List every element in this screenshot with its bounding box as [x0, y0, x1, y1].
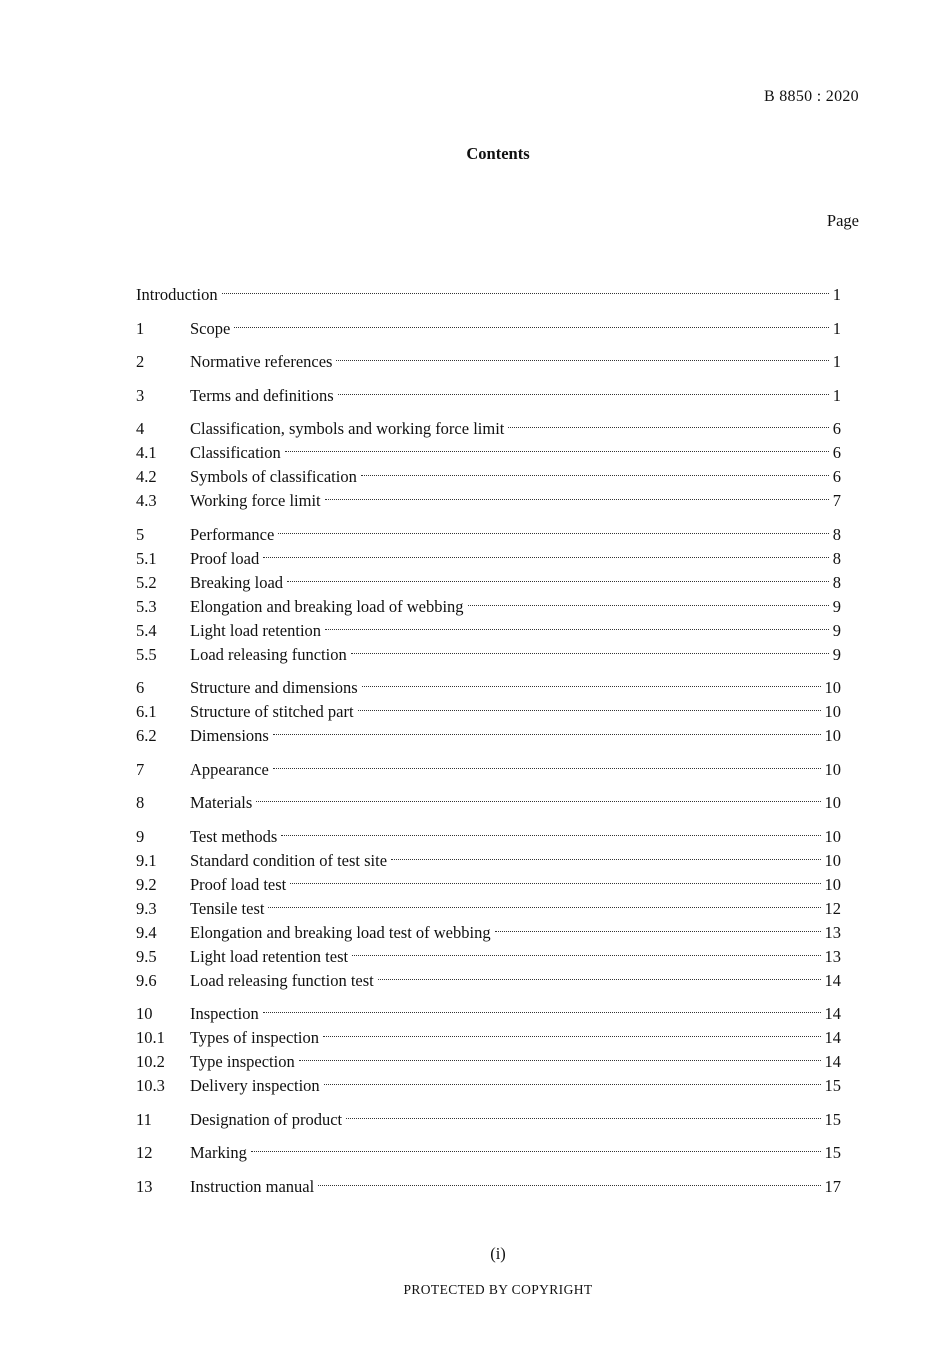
- toc-entry-page: 9: [832, 596, 841, 616]
- toc-entry-number: 3: [136, 385, 145, 405]
- toc-dot-leader: [287, 564, 831, 588]
- toc-entry-number: 11: [136, 1109, 152, 1129]
- toc-entry-number: 8: [136, 793, 145, 812]
- toc-entry[interactable]: [136, 1134, 841, 1162]
- toc-dot-leader: [222, 276, 831, 300]
- toc-dot-leader: [234, 310, 830, 334]
- toc-dot-leader: [325, 482, 831, 506]
- toc-entry-number: 4.2: [136, 467, 157, 486]
- toc-entry[interactable]: [136, 276, 841, 304]
- toc-entry[interactable]: [136, 410, 841, 438]
- toc-entry-page: 6: [832, 419, 841, 438]
- toc-entry[interactable]: [136, 516, 841, 544]
- toc-entry-number: 12: [136, 1143, 153, 1162]
- toc-entry[interactable]: [136, 669, 841, 697]
- toc-entry[interactable]: [136, 1168, 841, 1196]
- toc-entry-title: Delivery inspection: [190, 1076, 320, 1095]
- toc-dot-leader: [324, 1067, 823, 1091]
- toc-entry-title: Terms and definitions: [190, 385, 334, 405]
- toc-entry-title: Elongation and breaking load test of webbing: [190, 922, 491, 942]
- toc-entry-page: 15: [824, 1143, 841, 1162]
- toc-dot-leader: [468, 588, 831, 612]
- toc-entry-page: 1: [832, 285, 841, 304]
- toc-entry-title: Designation of product: [190, 1109, 343, 1129]
- toc-entry-title: Classification, symbols and working force limit: [190, 419, 505, 438]
- toc-entry-number: 10: [136, 1004, 153, 1023]
- toc-entry-number: 4: [136, 419, 145, 438]
- toc-entry-title: Test methods: [190, 826, 278, 846]
- toc-dot-leader: [378, 962, 823, 986]
- toc-entry-page: 8: [832, 572, 841, 592]
- toc-entry-title: Dimensions: [190, 726, 269, 745]
- toc-entry-page: 10: [824, 759, 841, 779]
- copyright-notice: PROTECTED BY COPYRIGHT: [403, 1282, 593, 1297]
- toc-dot-leader: [338, 377, 831, 401]
- toc-entry-number: 9: [136, 826, 145, 846]
- toc-entry-title: Proof load test: [190, 874, 287, 894]
- page-column-label: Page: [826, 211, 859, 230]
- toc-entry[interactable]: [136, 1101, 841, 1129]
- toc-entry-number: 13: [136, 1176, 153, 1196]
- toc-dot-leader: [273, 717, 823, 741]
- toc-entry-number: 5.5: [136, 644, 157, 664]
- toc-entry-title: Load releasing function test: [190, 970, 374, 990]
- toc-entry-page: 14: [824, 1052, 841, 1071]
- toc-dot-leader: [290, 866, 822, 890]
- toc-entry-page: 13: [824, 922, 841, 942]
- toc-dot-leader: [391, 842, 822, 866]
- toc-entry-number: 10.1: [136, 1028, 165, 1047]
- toc-entry-number: 5.1: [136, 548, 157, 568]
- toc-entry-title: Scope: [190, 318, 231, 338]
- toc-entry-title: Structure and dimensions: [190, 678, 358, 697]
- toc-entry-number: 10.2: [136, 1052, 165, 1071]
- toc-entry-title: Introduction: [136, 285, 218, 304]
- toc-dot-leader: [336, 343, 830, 367]
- toc-entry-number: 9.5: [136, 946, 157, 966]
- toc-entry-title: Light load retention: [190, 620, 322, 640]
- toc-entry[interactable]: [136, 377, 841, 405]
- toc-entry[interactable]: [136, 784, 841, 812]
- toc-entry-page: 10: [824, 874, 841, 894]
- toc-dot-leader: [263, 540, 831, 564]
- toc-entry-page: 15: [824, 1109, 841, 1129]
- toc-entry-number: 9.4: [136, 922, 157, 942]
- toc-entry[interactable]: [136, 818, 841, 846]
- toc-dot-leader: [285, 434, 831, 458]
- toc-entry-title: Materials: [190, 793, 253, 812]
- toc-entry-page: 10: [824, 726, 841, 745]
- toc-entry-title: Standard condition of test site: [190, 850, 388, 870]
- toc-dot-leader: [256, 784, 822, 808]
- toc-entry[interactable]: [136, 751, 841, 779]
- contents-title: Contents: [466, 144, 530, 163]
- toc-entry-title: Structure of stitched part: [190, 702, 354, 721]
- toc-entry-number: 6: [136, 678, 145, 697]
- toc-entry-page: 9: [832, 644, 841, 664]
- toc-entry-page: 13: [824, 946, 841, 966]
- toc-entry-page: 7: [832, 491, 841, 510]
- footer-page-number: (i): [490, 1244, 506, 1263]
- toc-entry-title: Breaking load: [190, 572, 284, 592]
- toc-dot-leader: [495, 914, 823, 938]
- toc-entry-title: Tensile test: [190, 898, 265, 918]
- toc-entry-title: Load releasing function: [190, 644, 347, 664]
- toc-entry-title: Light load retention test: [190, 946, 349, 966]
- toc-entry[interactable]: [136, 995, 841, 1023]
- toc-entry-title: Inspection: [190, 1004, 259, 1023]
- toc-dot-leader: [362, 669, 823, 693]
- toc-entry-page: 1: [832, 385, 841, 405]
- toc-dot-leader: [263, 995, 823, 1019]
- toc-entry-title: Types of inspection: [190, 1028, 319, 1047]
- toc-entry-page: 12: [824, 898, 841, 918]
- toc-entry-page: 14: [824, 1028, 841, 1047]
- table-of-contents: [136, 276, 841, 1196]
- toc-dot-leader: [268, 890, 822, 914]
- toc-dot-leader: [281, 818, 822, 842]
- toc-entry-title: Performance: [190, 524, 275, 544]
- toc-dot-leader: [323, 1019, 823, 1043]
- toc-entry-number: 2: [136, 352, 145, 371]
- toc-entry-page: 10: [824, 702, 841, 721]
- toc-dot-leader: [346, 1101, 822, 1125]
- toc-entry-title: Type inspection: [190, 1052, 295, 1071]
- toc-entry-page: 1: [832, 352, 841, 371]
- toc-entry-number: 9.2: [136, 874, 157, 894]
- toc-dot-leader: [361, 458, 831, 482]
- toc-dot-leader: [278, 516, 830, 540]
- toc-entry-number: 9.3: [136, 898, 157, 918]
- toc-dot-leader: [251, 1134, 823, 1158]
- toc-dot-leader: [299, 1043, 823, 1067]
- standard-number: B 8850 : 2020: [763, 88, 859, 105]
- toc-entry-title: Classification: [190, 443, 281, 462]
- toc-entry-title: Appearance: [190, 759, 269, 779]
- toc-entry-title: Working force limit: [190, 491, 321, 510]
- toc-entry-number: 5: [136, 524, 145, 544]
- toc-dot-leader: [358, 693, 823, 717]
- toc-entry[interactable]: [136, 310, 841, 338]
- toc-entry-number: 6.1: [136, 702, 157, 721]
- toc-entry-page: 9: [832, 620, 841, 640]
- toc-entry-title: Elongation and breaking load of webbing: [190, 596, 464, 616]
- toc-entry-number: 7: [136, 759, 145, 779]
- toc-entry-page: 10: [824, 850, 841, 870]
- toc-entry-page: 8: [832, 524, 841, 544]
- toc-entry-number: 5.3: [136, 596, 157, 616]
- toc-entry-title: Marking: [190, 1143, 247, 1162]
- toc-entry-title: Symbols of classification: [190, 467, 357, 486]
- toc-entry-page: 6: [832, 443, 841, 462]
- toc-dot-leader: [273, 751, 823, 775]
- toc-entry-page: 10: [824, 793, 841, 812]
- toc-entry-title: Normative references: [190, 352, 333, 371]
- toc-dot-leader: [318, 1168, 822, 1192]
- toc-entry-number: 5.2: [136, 572, 157, 592]
- toc-entry-number: 5.4: [136, 620, 157, 640]
- toc-entry[interactable]: [136, 343, 841, 371]
- toc-entry-page: 14: [824, 970, 841, 990]
- toc-entry-page: 15: [824, 1076, 841, 1095]
- toc-entry-page: 17: [824, 1176, 841, 1196]
- toc-entry-page: 6: [832, 467, 841, 486]
- toc-entry-page: 14: [824, 1004, 841, 1023]
- toc-dot-leader: [508, 410, 830, 434]
- toc-dot-leader: [352, 938, 822, 962]
- toc-entry-number: 10.3: [136, 1076, 165, 1095]
- toc-entry-number: 6.2: [136, 726, 157, 745]
- toc-entry-page: 10: [824, 826, 841, 846]
- toc-entry-number: 4.1: [136, 443, 157, 462]
- toc-entry-number: 1: [136, 318, 145, 338]
- toc-entry-page: 10: [824, 678, 841, 697]
- toc-dot-leader: [325, 612, 831, 636]
- toc-entry-page: 1: [832, 318, 841, 338]
- toc-dot-leader: [351, 636, 831, 660]
- toc-entry-number: 4.3: [136, 491, 157, 510]
- toc-entry-page: 8: [832, 548, 841, 568]
- toc-entry-number: 9.1: [136, 850, 157, 870]
- toc-entry-title: Instruction manual: [190, 1176, 315, 1196]
- toc-entry-number: 9.6: [136, 970, 157, 990]
- toc-entry-title: Proof load: [190, 548, 260, 568]
